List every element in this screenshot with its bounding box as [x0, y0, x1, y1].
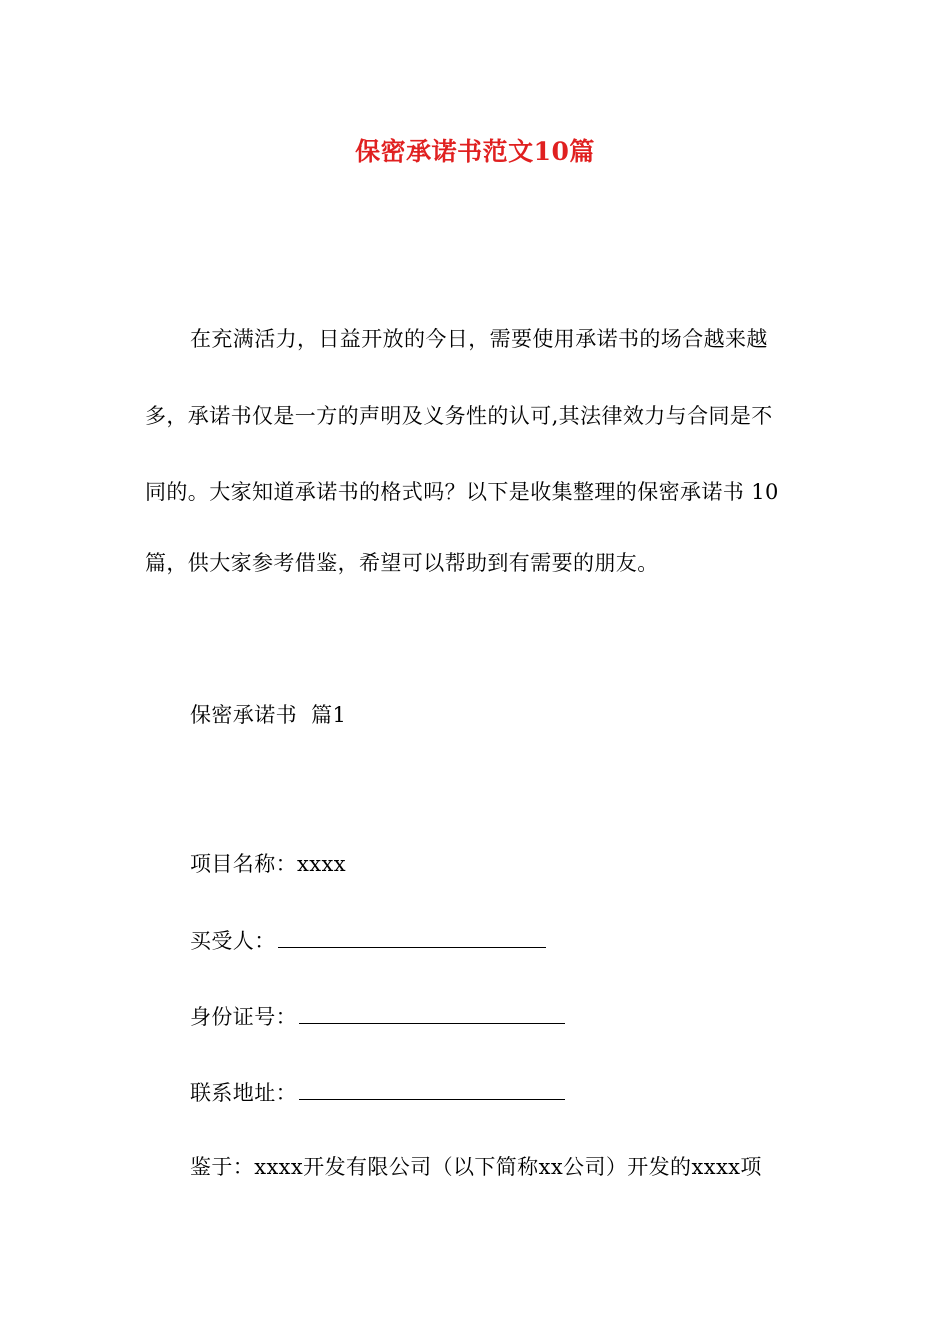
document-title: 保密承诺书范文10篇: [355, 137, 595, 166]
id-blank: [299, 1001, 565, 1024]
id-label: 身份证号：: [190, 1005, 297, 1029]
whereas-line: 鉴于：xxxx开发有限公司（以下简称xx公司）开发的xxxx项: [190, 1155, 762, 1179]
section-heading: 保密承诺书 篇1: [190, 703, 347, 727]
project-name-line: 项目名称：xxxx: [190, 852, 346, 876]
intro-line-1: 在充满活力，日益开放的今日，需要使用承诺书的场合越来越: [190, 327, 768, 351]
buyer-blank: [278, 925, 546, 948]
address-line: [190, 1077, 565, 1108]
id-line: [190, 1001, 565, 1032]
intro-line-3: 同的。大家知道承诺书的格式吗？以下是收集整理的保密承诺书 10: [145, 480, 779, 504]
address-blank: [299, 1077, 565, 1100]
buyer-label: 买受人：: [190, 929, 276, 953]
buyer-line: [190, 925, 546, 956]
intro-line-4: 篇，供大家参考借鉴，希望可以帮助到有需要的朋友。: [145, 551, 659, 575]
address-label: 联系地址：: [190, 1081, 297, 1105]
intro-line-2: 多，承诺书仅是一方的声明及义务性的认可,其法律效力与合同是不: [145, 404, 773, 428]
